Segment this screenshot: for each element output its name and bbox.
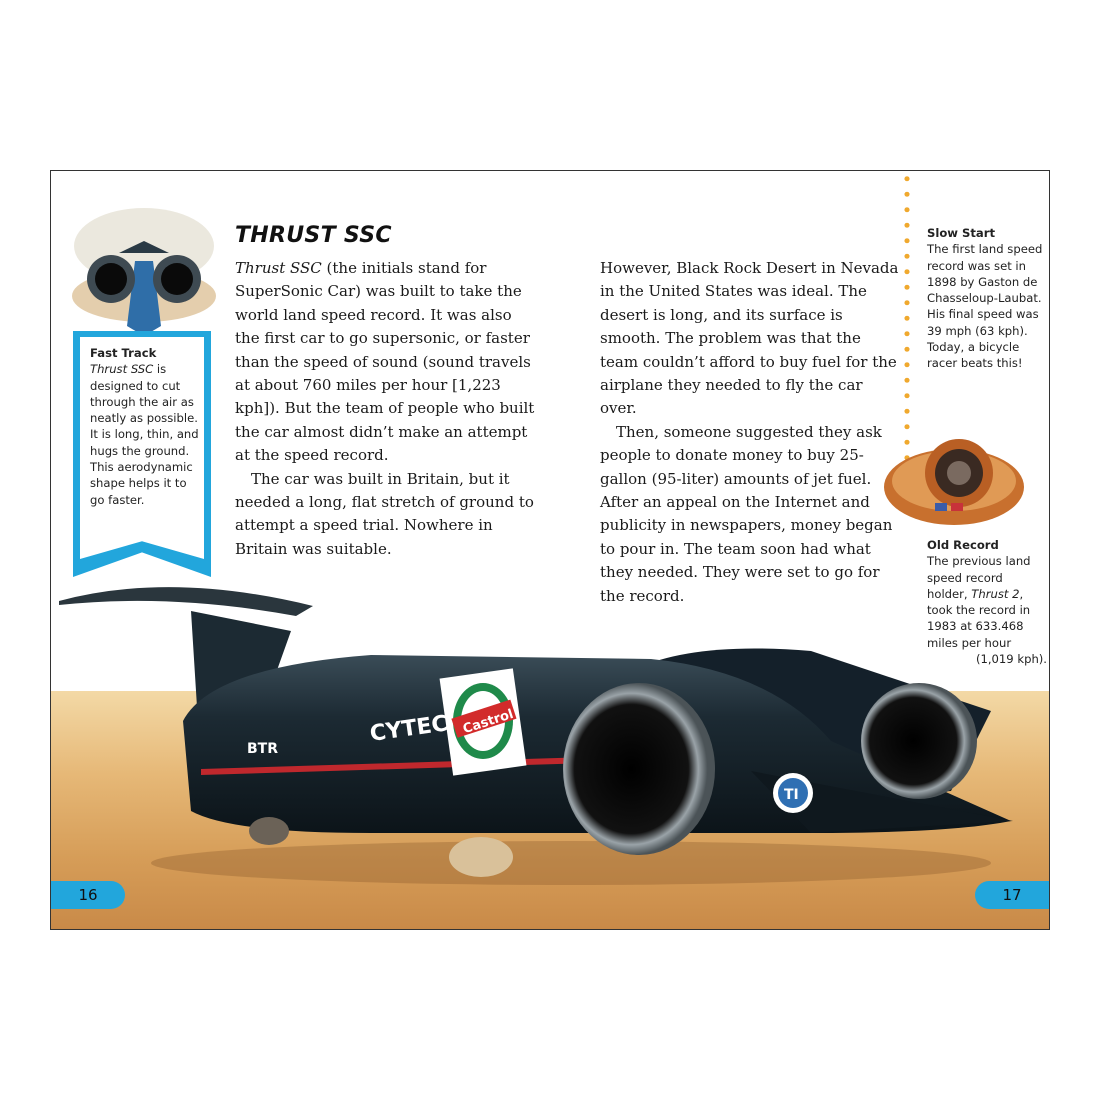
paragraph-1-em: Thrust SSC — [235, 259, 322, 277]
old-record-text-a: The previous land speed record holder, — [927, 554, 1031, 601]
paragraph-3: However, Black Rock Desert in Nevada in the United States was ideal. The desert is long, and its surface is smooth. The problem was that the team couldn’t afford to buy fuel for the airplane they needed to fly the car over. — [600, 259, 899, 418]
page-number-left: 16 — [51, 881, 125, 909]
book-spread — [50, 170, 1050, 930]
old-record-caption — [927, 537, 1047, 667]
ti-logo-text: TI — [784, 787, 799, 803]
fast-track-text: is designed to cut through the air as neatly as possible. It is long, thin, and hugs the ground. This aerodynamic shape helps it to go faster. — [90, 362, 199, 507]
page-number-right: 17 — [975, 881, 1049, 909]
old-record-title: Old Record — [927, 538, 999, 552]
fast-track-em: Thrust SSC — [90, 362, 154, 377]
text-column-left — [235, 257, 535, 561]
paragraph-2: The car was built in Britain, but it needed a long, flat stretch of ground to attempt a speed trial. Nowhere in Britain was suitable. — [235, 469, 534, 558]
text-column-right — [600, 257, 900, 608]
btr-logo-text: BTR — [247, 741, 279, 757]
fast-track-title: Fast Track — [90, 346, 157, 360]
page-heading: THRUST SSC — [235, 223, 392, 248]
thrust-ssc-car-image — [51, 571, 1049, 929]
old-record-text-c: (1,019 kph). — [975, 652, 1047, 667]
thrust2-front-illustration — [881, 429, 1027, 535]
paragraph-1-text: (the initials stand for SuperSonic Car) was built to take the world land speed record. It was also the first car to go supersonic, or faster than the speed of sound (sound travels at about 760 miles per hour [1,223 kph]). But the team of people who built the car almost didn’t make an attempt at the speed record. — [235, 259, 535, 465]
paragraph-4: Then, someone suggested they ask people to donate money to buy 25-gallon (95-liter) amounts of jet fuel. After an appeal on the Internet and publicity in newspapers, money began to pour in. The team soon had what they needed. They were set to go for the record. — [600, 422, 893, 605]
castrol-logo-text: Castrol — [461, 706, 516, 738]
old-record-em: Thrust 2 — [971, 586, 1020, 601]
paragraph-1 — [235, 257, 535, 468]
slow-start-caption — [927, 225, 1047, 372]
old-record-text-b: , took the record in 1983 at 633.468 miles per hour — [927, 586, 1031, 650]
fast-track-caption — [90, 345, 202, 508]
slow-start-text: The first land speed record was set in 1898 by Gaston de Chasseloup-Laubat. His final speed was 39 mph (63 kph). Today, a bicycle racer beats this! — [927, 242, 1043, 371]
thrust-ssc-front-illustration — [69, 201, 219, 341]
cytec-logo-text: CYTEC — [368, 711, 450, 747]
dotted-divider — [903, 171, 911, 471]
slow-start-title: Slow Start — [927, 226, 996, 240]
